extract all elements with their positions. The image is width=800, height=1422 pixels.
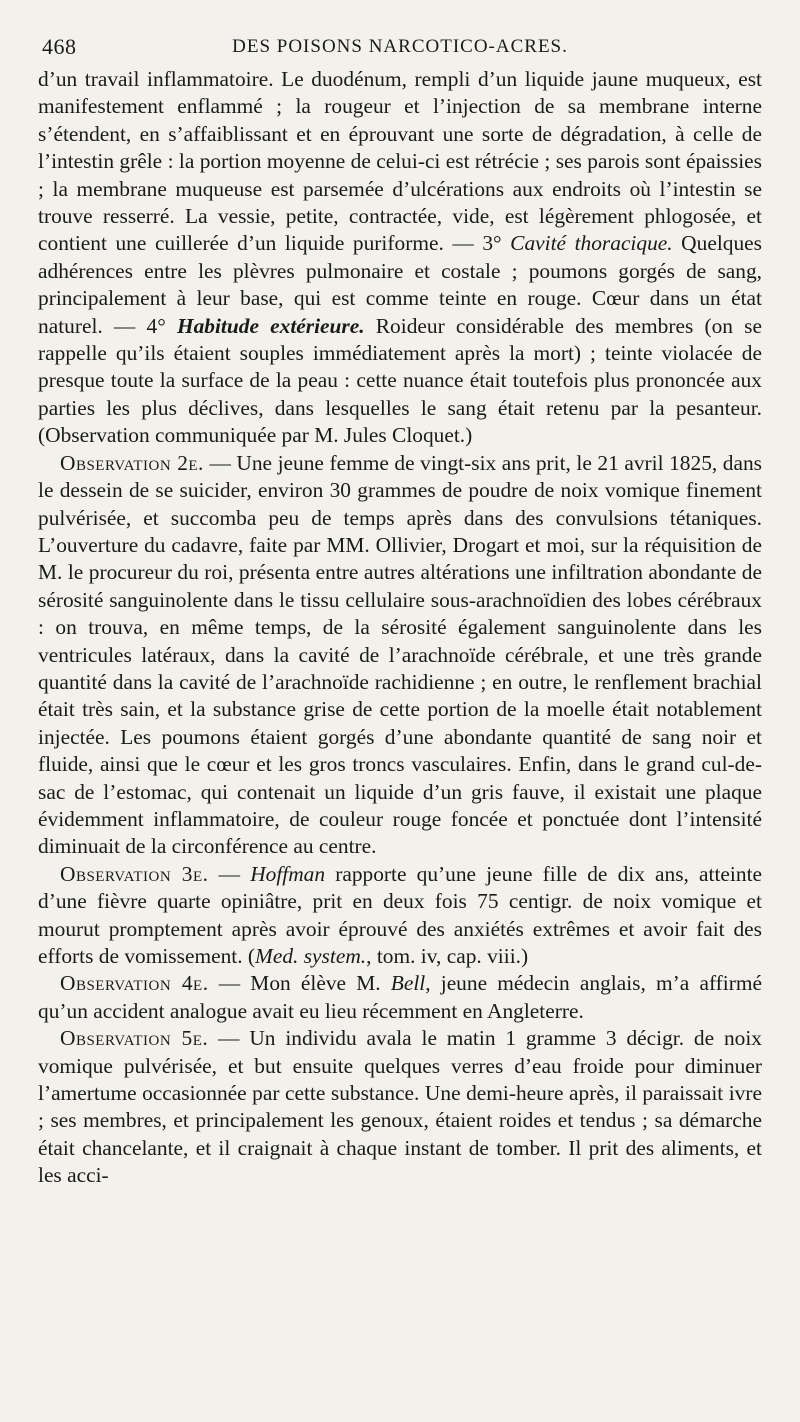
text-run: — Une jeune femme de vingt-six ans prit, le 21 avril 1825, dans le dessein de se suicider, environ 30 grammes de poudre de noix vomique finement pulvérisée, et succomba peu de temps après dans des convulsions tétaniques. L’ouverture du cadavre, faite par MM. Ollivier, Drogart et moi, sur la réquisition de M. le procureur du roi, présenta entre autres altérations une infiltration abondante de sérosité sanguinolente dans le tissu cellulaire sous-arachnoïdien des lobes cérébraux : on trouva, en même temps, de la sérosité également sanguinolente dans les ventricules latéraux, dans la cavité de l’arachnoïde cérébrale, et une très grande quantité dans la cavité de l’arachnoïde rachidienne ; en outre, le renflement brachial était très sain, et la substance grise de cette portion de la moelle était notablement injectée. Les poumons étaient gorgés d’une abondante quantité de sang noir et fluide, ainsi que le cœur et les gros troncs vasculaires. Enfin, dans le grand cul-de-sac de l’estomac, qui contenait un liquide d’un gris fauve, il existait une plaque évidemment inflammatoire, de couleur rouge foncée et ponctuée dont l’intensité diminuait de la circonférence au centre.: [38, 450, 762, 859]
text-run: , tom. iv, cap. viii.): [366, 944, 529, 968]
body-text: [38, 66, 762, 1190]
text-run: , jeune médecin anglais, m’a affirmé qu’un accident analogue avait eu lieu récemment en Angleterre.: [38, 971, 763, 1023]
text-run: — Un individu avala le matin 1 gramme 3 décigr. de noix vomique pulvérisée, et but ensuite quelques verres d’eau froide pour diminuer l’amertume occasionnée par cette substance. Une demi-heure après, il paraissait ivre ; ses membres, et principalement les genoux, étaient roides et tendus ; sa démarche était chancelante, et il craignait à chaque instant de tomber. Il prit des aliments, et les acci-: [38, 1026, 762, 1188]
running-title: DES POISONS NARCOTICO-ACRES.: [232, 36, 568, 57]
text-run: — Mon élève M.: [208, 971, 391, 996]
text-run: Quelques adhérences entre les plèvres pulmonaire et costale ; poumons gorgés de sang, principalement à leur base, qui est comme teinte en rouge. Cœur dans un état naturel. — 4°: [38, 231, 762, 338]
paragraph-observation-2: [38, 450, 762, 861]
book-page: [38, 30, 762, 1410]
text-run: Roideur considérable des membres (on se rappelle qu’ils étaient souples immédiatement après la mort) ; teinte violacée de presque toute la surface de la peau : cette nuance était toutefois plus prononcée aux parties les plus déclives, dans lesquelles le sang était retenu par la pesanteur. (Observation communiquée par M. Jules Cloquet.): [38, 313, 762, 448]
observation-label: Observation 2e.: [60, 450, 204, 475]
page-number: 468: [42, 34, 77, 59]
citation-title: Med. system.: [255, 944, 367, 968]
observation-label: Observation 3e.: [60, 861, 209, 886]
observation-label: Observation 4e.: [60, 971, 209, 996]
section-heading-exterior: Habitude extérieure.: [176, 313, 365, 338]
author-name: Hoffman: [250, 861, 326, 886]
paragraph-observation-3: [38, 861, 762, 971]
page-header: [38, 30, 762, 66]
section-heading-thorax: Cavité thoracique.: [510, 231, 673, 256]
paragraph-autopsy-continued: [38, 66, 762, 450]
text-run: rapporte qu’une jeune fille de dix ans, atteinte d’une fièvre quarte opiniâtre, prit en deux fois 75 centigr. de noix vomique et mourut promptement après avoir éprouvé des anxiétés extrêmes et avoir fait des efforts de vomissement. (: [38, 861, 762, 968]
paragraph-observation-5: [38, 1025, 762, 1189]
text-run: d’un travail inflammatoire. Le duodénum, rempli d’un liquide jaune muqueux, est manifestement enflammé ; la rougeur et l’injection de sa membrane interne s’étendent, en s’affaiblissant et en éprouvant une sorte de dégradation, à celle de l’intestin grêle : la portion moyenne de celui-ci est rétrécie ; ses parois sont épaissies ; la membrane muqueuse est parsemée d’ulcérations aux endroits où l’intestin se trouve resserré. La vessie, petite, contractée, vide, est légèrement phlogosée, et contient une cuillerée d’un liquide puriforme. — 3°: [38, 67, 762, 256]
observation-label: Observation 5e.: [60, 1026, 209, 1051]
text-run: —: [208, 861, 251, 886]
paragraph-observation-4: [38, 970, 762, 1025]
author-name: Bell: [390, 971, 426, 996]
